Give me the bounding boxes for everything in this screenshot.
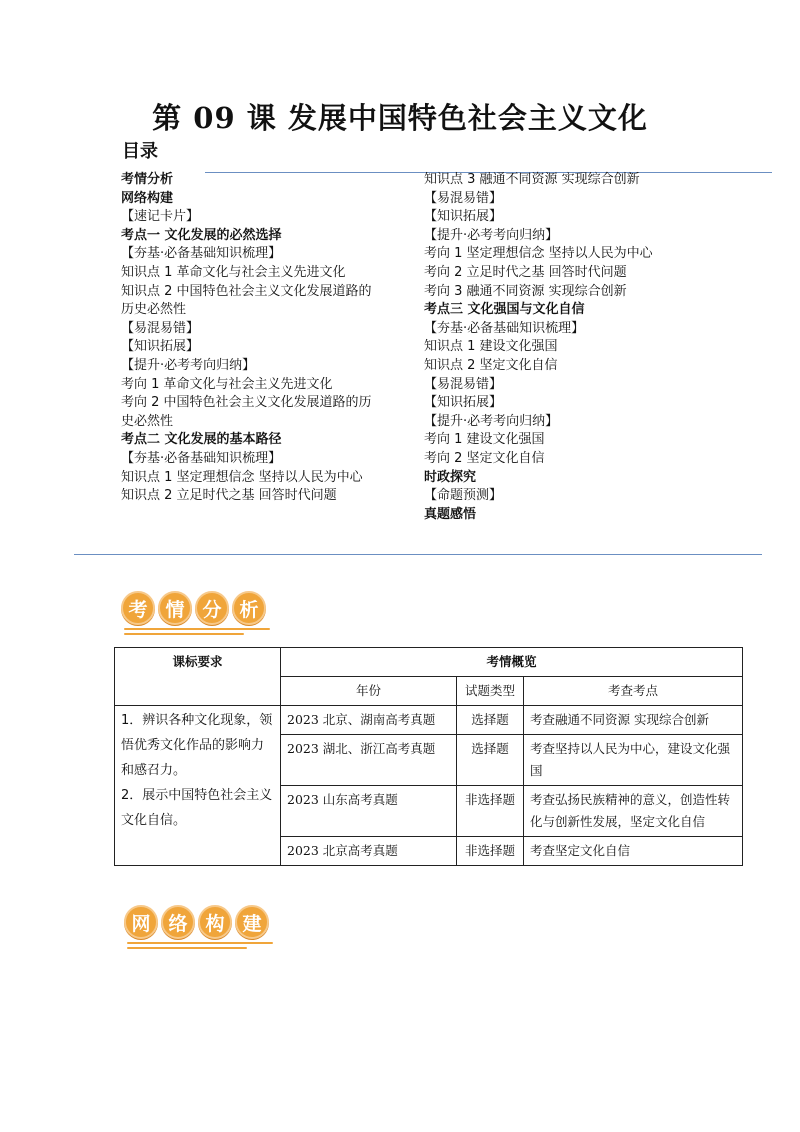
toc-entry[interactable]: 网络构建: [121, 190, 174, 206]
toc-entry[interactable]: 【夯基·必备基础知识梳理】: [121, 450, 282, 466]
toc-entry[interactable]: 考向 1 革命文化与社会主义先进文化: [121, 376, 333, 392]
toc-bottom-rule: [74, 554, 762, 555]
toc-entry[interactable]: 知识点 2 立足时代之基 回答时代问题: [121, 488, 337, 504]
section-badge-network: [124, 905, 269, 939]
year-cell: 2023 山东高考真题: [281, 786, 457, 837]
toc-entry[interactable]: 【知识拓展】: [424, 395, 503, 411]
toc-entry[interactable]: 【速记卡片】: [121, 209, 200, 225]
requirement-cell: [115, 706, 281, 866]
badge-underline: [124, 628, 270, 638]
page-title: 第 09 课 发展中国特色社会主义文化: [152, 101, 648, 135]
type-cell: 非选择题: [457, 837, 524, 866]
badge-char: 网: [124, 905, 158, 939]
toc-entry[interactable]: 考点三 文化强国与文化自信: [424, 302, 585, 318]
toc-entry[interactable]: 【知识拓展】: [424, 209, 503, 225]
requirement-2: 2．展示中国特色社会主义文化自信。: [121, 788, 273, 828]
toc-entry[interactable]: 知识点 2 坚定文化自信: [424, 357, 558, 373]
toc-entry[interactable]: 【提升·必考考向归纳】: [424, 413, 559, 429]
toc-right-column: [424, 171, 688, 524]
toc-entry[interactable]: 【命题预测】: [424, 488, 503, 504]
type-cell: 选择题: [457, 706, 524, 735]
toc-heading: 目录: [122, 141, 158, 162]
badge-char: 构: [198, 905, 232, 939]
point-cell: 考查坚持以人民为中心，建设文化强国: [524, 735, 743, 786]
toc-entry[interactable]: 知识点 3 融通不同资源 实现综合创新: [424, 172, 640, 187]
toc-entry[interactable]: 知识点 1 建设文化强国: [424, 339, 558, 355]
toc-entry[interactable]: 知识点 2 中国特色社会主义文化发展道路的历史必然性: [121, 283, 372, 318]
badge-char: 情: [158, 591, 192, 625]
exam-analysis-table: [114, 647, 743, 866]
badge-char: 建: [235, 905, 269, 939]
toc-entry[interactable]: 考向 2 中国特色社会主义文化发展道路的历史必然性: [121, 395, 372, 429]
toc-entry[interactable]: 考向 3 融通不同资源 实现综合创新: [424, 283, 627, 299]
year-cell: 2023 湖北、浙江高考真题: [281, 735, 457, 786]
badge-char: 考: [121, 591, 155, 625]
header-overview: 考情概览: [281, 648, 743, 677]
toc-entry[interactable]: 考向 2 坚定文化自信: [424, 450, 545, 466]
toc-entry[interactable]: 考向 2 立足时代之基 回答时代问题: [424, 264, 627, 280]
toc-entry[interactable]: 【易混易错】: [121, 320, 200, 336]
header-type: 试题类型: [457, 677, 524, 706]
badge-char: 络: [161, 905, 195, 939]
toc-entry[interactable]: 考情分析: [121, 172, 174, 187]
toc-entry[interactable]: 时政探究: [424, 469, 477, 485]
section-badge-analysis: [121, 591, 266, 625]
point-cell: 考查融通不同资源 实现综合创新: [524, 706, 743, 735]
toc-entry[interactable]: 【夯基·必备基础知识梳理】: [121, 246, 282, 262]
toc-entry[interactable]: 考向 1 建设文化强国: [424, 432, 545, 448]
toc-entry[interactable]: 知识点 1 革命文化与社会主义先进文化: [121, 264, 346, 280]
toc-entry[interactable]: 考向 1 坚定理想信念 坚持以人民为中心: [424, 246, 653, 262]
badge-char: 析: [232, 591, 266, 625]
toc-entry[interactable]: 考点二 文化发展的基本路径: [121, 432, 282, 448]
toc-entry[interactable]: 真题感悟: [424, 506, 477, 522]
header-requirement: 课标要求: [115, 648, 281, 706]
toc-entry[interactable]: 【夯基·必备基础知识梳理】: [424, 320, 585, 336]
toc-entry[interactable]: 【知识拓展】: [121, 339, 200, 355]
toc-entry[interactable]: 知识点 1 坚定理想信念 坚持以人民为中心: [121, 469, 363, 485]
toc-left-column: [121, 171, 383, 506]
requirement-1: 1．辨识各种文化现象，领悟优秀文化作品的影响力和感召力。: [121, 713, 273, 778]
year-cell: 2023 北京高考真题: [281, 837, 457, 866]
header-year: 年份: [281, 677, 457, 706]
badge-underline: [127, 942, 273, 952]
toc-entry[interactable]: 【易混易错】: [424, 190, 503, 206]
badge-char: 分: [195, 591, 229, 625]
type-cell: 非选择题: [457, 786, 524, 837]
type-cell: 选择题: [457, 735, 524, 786]
toc-entry[interactable]: 考点一 文化发展的必然选择: [121, 227, 282, 243]
year-cell: 2023 北京、湖南高考真题: [281, 706, 457, 735]
point-cell: 考查弘扬民族精神的意义，创造性转化与创新性发展，坚定文化自信: [524, 786, 743, 837]
toc-entry[interactable]: 【提升·必考考向归纳】: [121, 357, 256, 373]
header-point: 考查考点: [524, 677, 743, 706]
point-cell: 考查坚定文化自信: [524, 837, 743, 866]
toc-entry[interactable]: 【易混易错】: [424, 376, 503, 392]
toc-entry[interactable]: 【提升·必考考向归纳】: [424, 227, 559, 243]
